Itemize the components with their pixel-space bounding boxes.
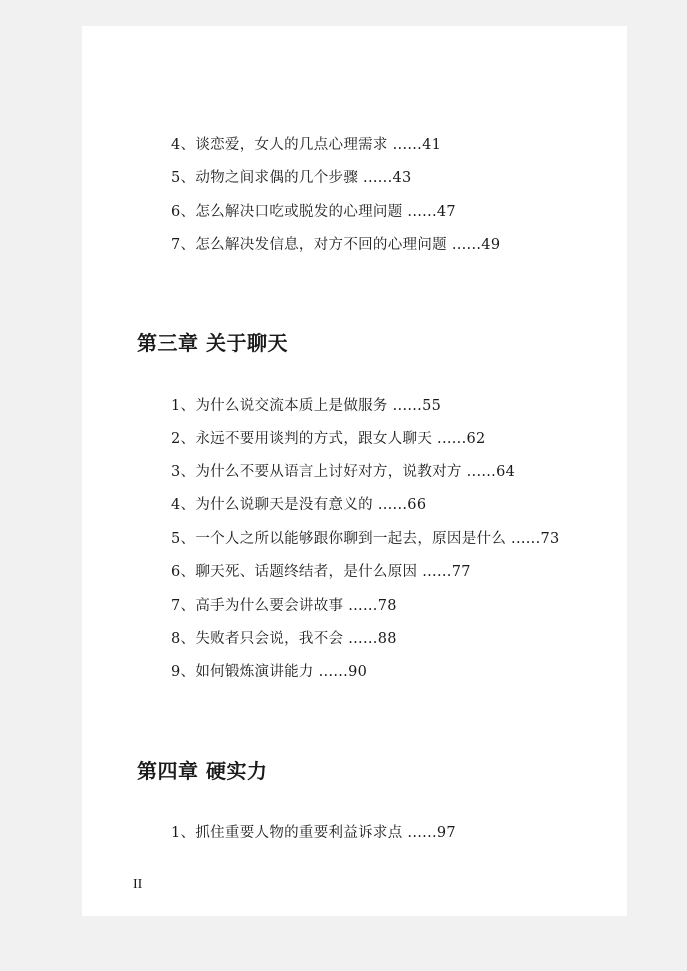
toc-entry: 4、为什么说聊天是没有意义的 ......66 bbox=[171, 497, 427, 513]
toc-entry: 6、聊天死、话题终结者，是什么原因 ......77 bbox=[171, 564, 471, 580]
chapter-title: 第四章 硬实力 bbox=[137, 759, 268, 783]
toc-entry: 5、一个人之所以能够跟你聊到一起去，原因是什么 ......73 bbox=[171, 531, 560, 547]
toc-entry: 6、怎么解决口吃或脱发的心理问题 ......47 bbox=[171, 204, 456, 220]
toc-entry: 5、动物之间求偶的几个步骤 ......43 bbox=[171, 170, 412, 186]
page-number: II bbox=[133, 877, 143, 892]
toc-entry: 8、失败者只会说，我不会 ......88 bbox=[171, 631, 397, 647]
toc-entry: 3、为什么不要从语言上讨好对方，说教对方 ......64 bbox=[171, 464, 516, 480]
toc-entry: 1、为什么说交流本质上是做服务 ......55 bbox=[171, 398, 442, 414]
toc-entry: 4、谈恋爱，女人的几点心理需求 ......41 bbox=[171, 137, 442, 153]
toc-entry: 7、怎么解决发信息，对方不回的心理问题 ......49 bbox=[171, 237, 501, 253]
toc-entry: 7、高手为什么要会讲故事 ......78 bbox=[171, 598, 397, 614]
toc-entry: 1、抓住重要人物的重要利益诉求点 ......97 bbox=[171, 825, 456, 841]
toc-entry: 2、永远不要用谈判的方式，跟女人聊天 ......62 bbox=[171, 431, 486, 447]
chapter-title: 第三章 关于聊天 bbox=[137, 331, 288, 355]
toc-entry: 9、如何锻炼演讲能力 ......90 bbox=[171, 664, 368, 680]
